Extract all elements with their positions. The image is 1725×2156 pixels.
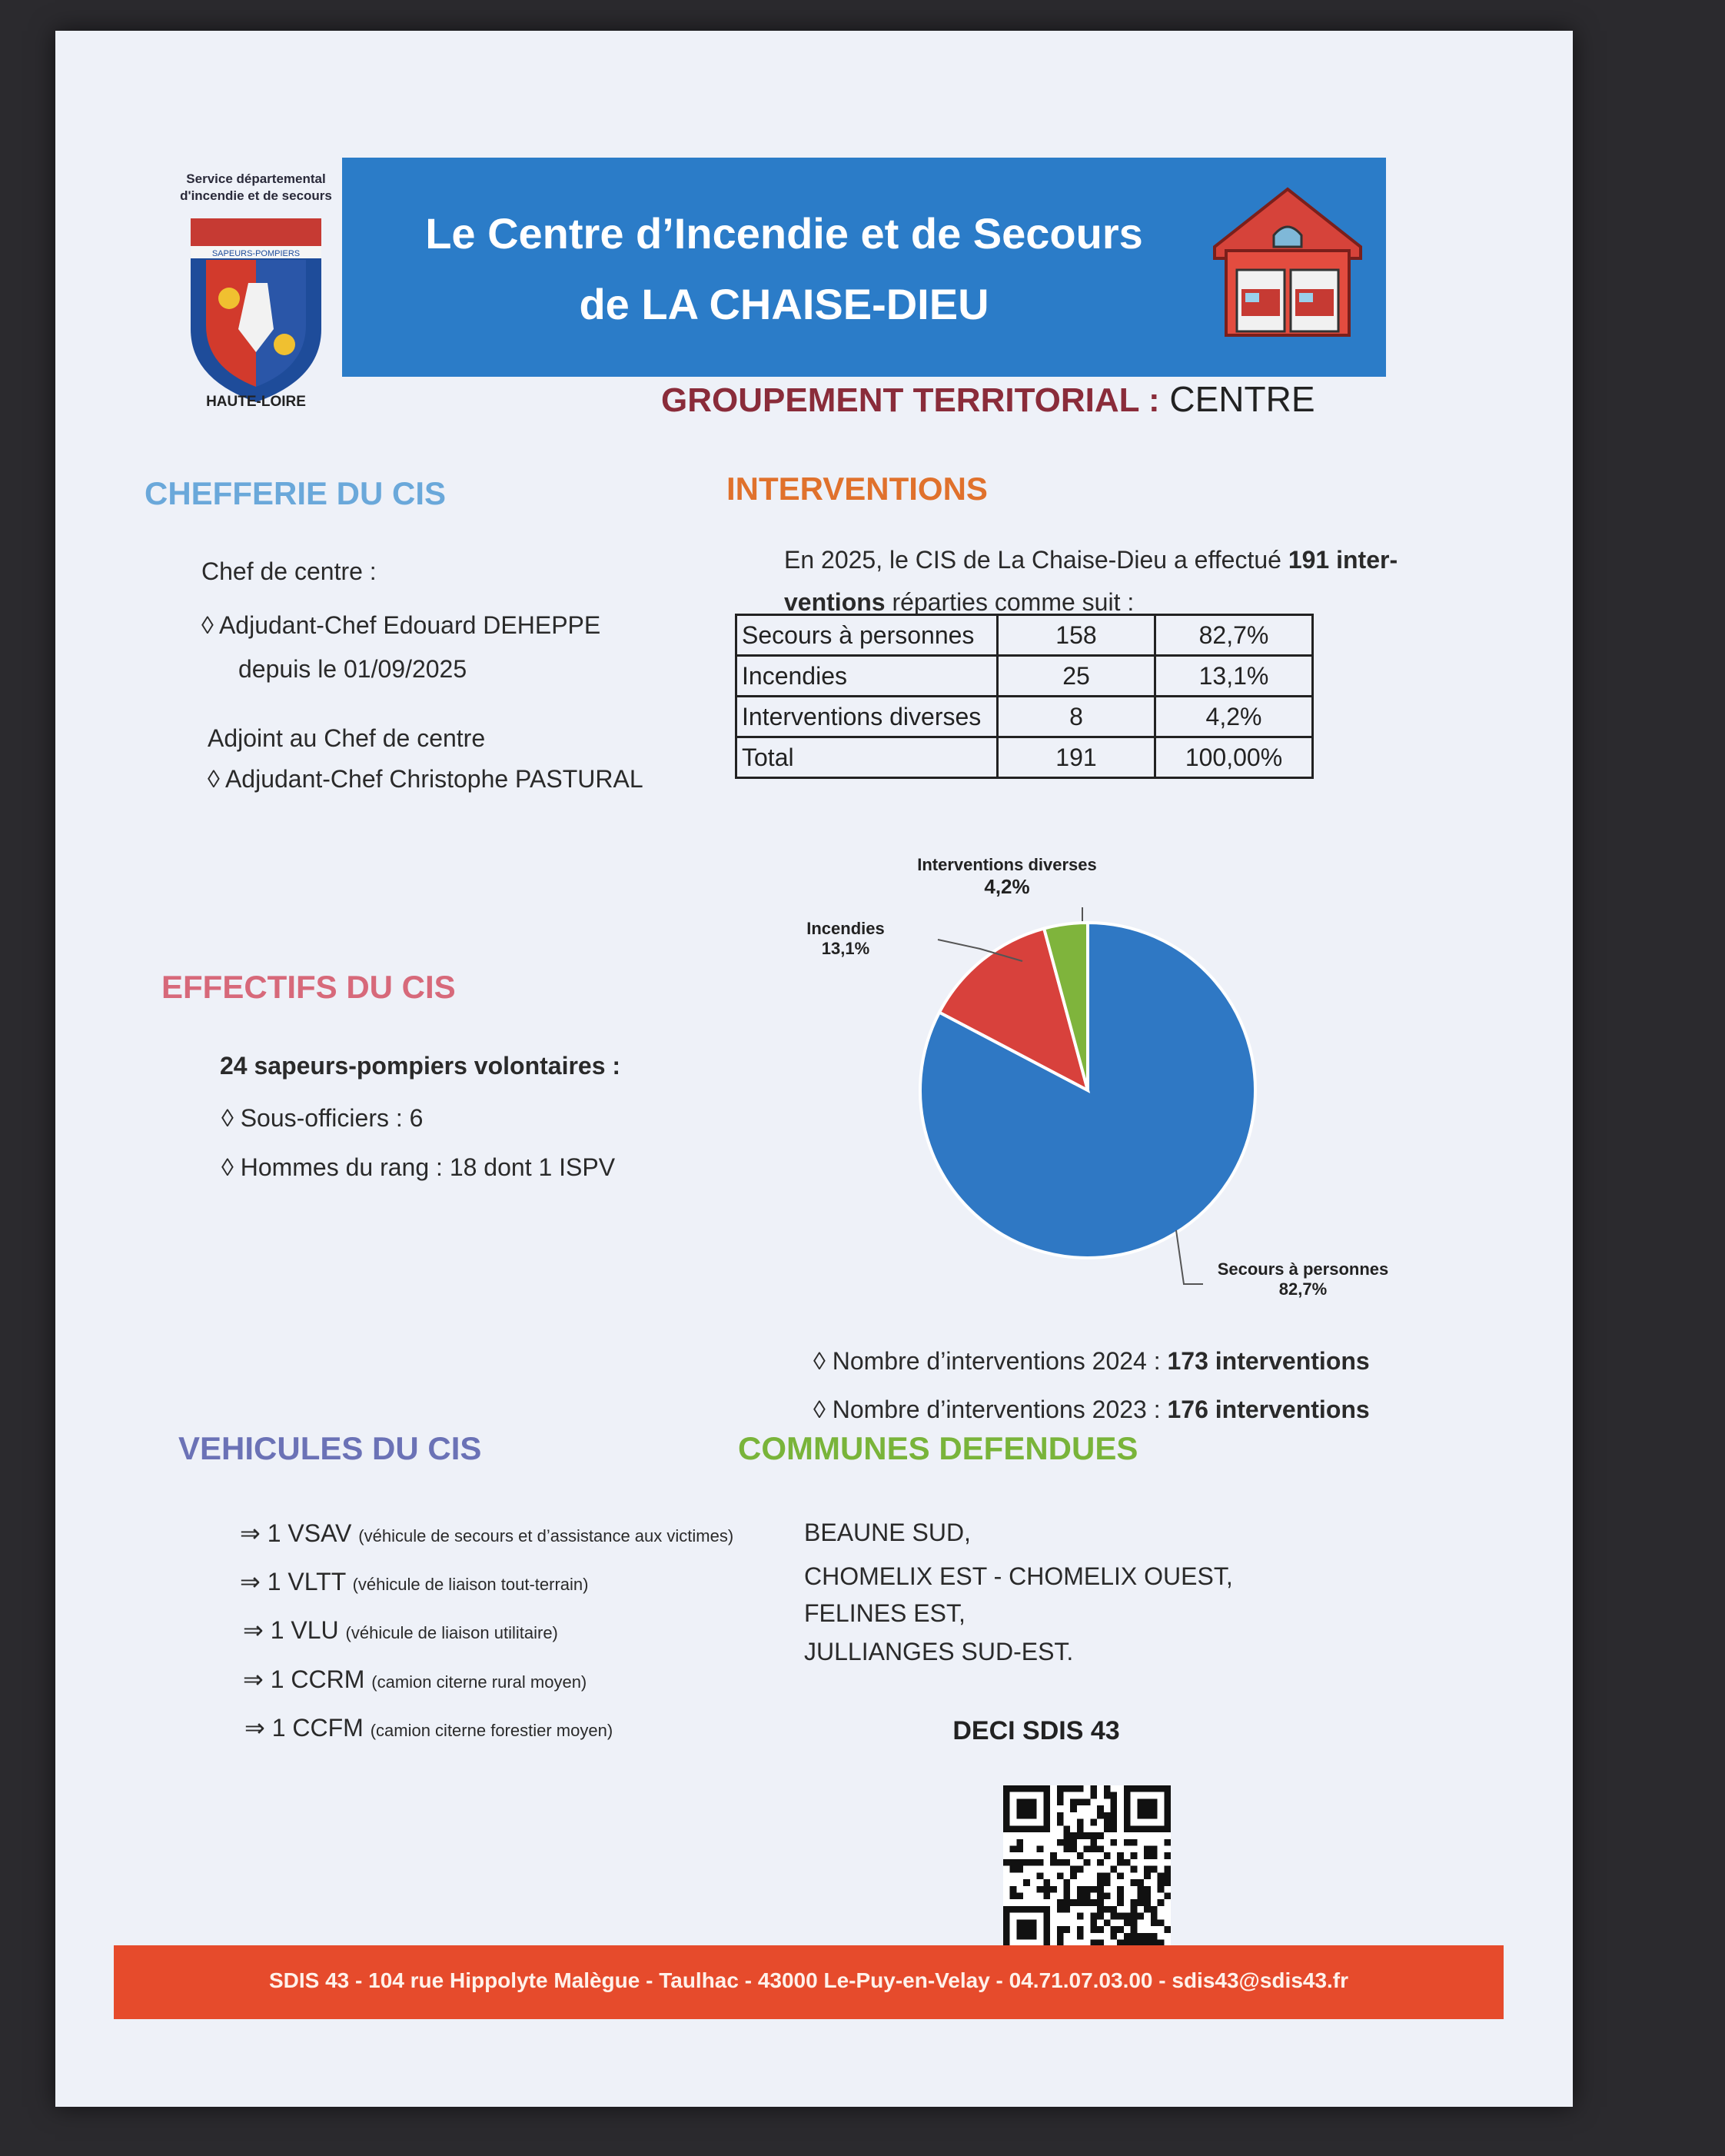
commune-line: CHOMELIX EST - CHOMELIX OUEST, bbox=[804, 1562, 1233, 1590]
chef-since: depuis le 01/09/2025 bbox=[238, 655, 467, 683]
pie-label-incendies-name: Incendies bbox=[806, 919, 885, 938]
vehicule-item bbox=[240, 1519, 733, 1548]
page-title bbox=[361, 198, 1207, 340]
qr-code[interactable] bbox=[1003, 1785, 1171, 1953]
section-title-chefferie: CHEFFERIE DU CIS bbox=[145, 475, 447, 511]
vehicule-desc: (camion citerne rural moyen) bbox=[371, 1672, 587, 1692]
table-cell: 4,2% bbox=[1155, 697, 1313, 737]
intro-count: 191 inter- bbox=[1288, 546, 1398, 574]
groupement-value: CENTRE bbox=[1169, 379, 1315, 419]
vehicule-name: ⇒ 1 CCRM bbox=[243, 1665, 365, 1693]
table-row bbox=[736, 737, 1313, 778]
pie-label-secours bbox=[1207, 1259, 1399, 1299]
history-2024-value: 173 interventions bbox=[1167, 1347, 1370, 1375]
logo-caption-bottom: HAUTE-LOIRE bbox=[206, 394, 306, 410]
pie-label-incendies bbox=[792, 919, 899, 959]
pie-label-secours-name: Secours à personnes bbox=[1217, 1259, 1389, 1279]
pie-label-diverses-value: 4,2% bbox=[984, 875, 1030, 898]
fire-station-icon bbox=[1203, 174, 1372, 343]
commune-line: FELINES EST, bbox=[804, 1599, 966, 1627]
interventions-intro-line1 bbox=[784, 546, 1398, 574]
table-row bbox=[736, 697, 1313, 737]
section-title-vehicules: VEHICULES DU CIS bbox=[178, 1430, 482, 1466]
groupement-territorial bbox=[661, 378, 1399, 420]
section-title-effectifs: EFFECTIFS DU CIS bbox=[161, 969, 456, 1005]
sdis-shield-logo bbox=[175, 214, 337, 406]
section-title-interventions: INTERVENTIONS bbox=[726, 471, 988, 507]
history-2023 bbox=[813, 1396, 1370, 1424]
effectifs-total: 24 sapeurs-pompiers volontaires : bbox=[220, 1052, 621, 1080]
adjoint-name: ◊ Adjudant-Chef Christophe PASTURAL bbox=[208, 765, 643, 793]
intro-text: En 2025, le CIS de La Chaise-Dieu a effectué bbox=[784, 546, 1288, 574]
logo-caption-line2: d'incendie et de secours bbox=[180, 188, 332, 203]
table-cell: 158 bbox=[998, 615, 1155, 656]
vehicule-item bbox=[243, 1665, 587, 1694]
leader-line-secours bbox=[1176, 1230, 1203, 1284]
page-title-line1: Le Centre d’Incendie et de Secours bbox=[425, 209, 1143, 258]
table-cell: 8 bbox=[998, 697, 1155, 737]
table-cell: Interventions diverses bbox=[736, 697, 998, 737]
table-row bbox=[736, 615, 1313, 656]
history-2023-value: 176 interventions bbox=[1167, 1396, 1370, 1423]
vehicule-item bbox=[243, 1615, 558, 1645]
chef-name: ◊ Adjudant-Chef Edouard DEHEPPE bbox=[201, 611, 601, 639]
vehicule-item bbox=[240, 1567, 589, 1596]
chef-label: Chef de centre : bbox=[201, 557, 377, 585]
history-2023-label: ◊ Nombre d’interventions 2023 : bbox=[813, 1396, 1168, 1423]
effectifs-hommes-du-rang: ◊ Hommes du rang : 18 dont 1 ISPV bbox=[221, 1153, 616, 1181]
pie-label-diverses bbox=[892, 855, 1122, 899]
vehicule-desc: (véhicule de secours et d’assistance aux victimes) bbox=[358, 1526, 734, 1545]
table-cell: 191 bbox=[998, 737, 1155, 778]
logo-ribbon-text: SAPEURS-POMPIERS bbox=[211, 249, 301, 258]
intro-count-cont: ventions bbox=[784, 588, 886, 616]
vehicule-name: ⇒ 1 VSAV bbox=[240, 1519, 352, 1547]
table-cell: 100,00% bbox=[1155, 737, 1313, 778]
groupement-label: GROUPEMENT TERRITORIAL : bbox=[661, 381, 1160, 419]
effectifs-sous-officiers: ◊ Sous-officiers : 6 bbox=[221, 1104, 424, 1132]
vehicule-desc: (véhicule de liaison utilitaire) bbox=[345, 1623, 558, 1642]
history-2024-label: ◊ Nombre d’interventions 2024 : bbox=[813, 1347, 1168, 1375]
qr-title: DECI SDIS 43 bbox=[952, 1716, 1120, 1745]
intro-text-cont: réparties comme suit : bbox=[885, 588, 1135, 616]
pie-label-secours-value: 82,7% bbox=[1278, 1279, 1328, 1299]
vehicule-desc: (véhicule de liaison tout-terrain) bbox=[352, 1575, 589, 1594]
commune-line: BEAUNE SUD, bbox=[804, 1519, 971, 1546]
vehicule-item bbox=[244, 1713, 613, 1742]
logo-caption-line1: Service départemental bbox=[186, 171, 326, 186]
commune-line: JULLIANGES SUD-EST. bbox=[804, 1638, 1074, 1665]
vehicule-name: ⇒ 1 VLU bbox=[243, 1616, 339, 1644]
page-title-line2: de LA CHAISE-DIEU bbox=[579, 280, 989, 328]
interventions-intro-line2 bbox=[784, 588, 1134, 617]
table-cell: 13,1% bbox=[1155, 656, 1313, 697]
interventions-table bbox=[735, 614, 1314, 779]
vehicule-name: ⇒ 1 VLTT bbox=[240, 1568, 346, 1595]
logo-caption-top bbox=[168, 171, 344, 205]
pie-label-diverses-name: Interventions diverses bbox=[917, 855, 1097, 874]
footer-address: SDIS 43 - 104 rue Hippolyte Malègue - Taulhac - 43000 Le-Puy-en-Velay - 04.71.07.03.00 - sdis43@sdis43.fr bbox=[268, 1968, 1349, 1992]
table-row bbox=[736, 656, 1313, 697]
vehicule-desc: (camion citerne forestier moyen) bbox=[370, 1721, 613, 1740]
history-2024 bbox=[813, 1347, 1370, 1376]
table-cell: Incendies bbox=[736, 656, 998, 697]
adjoint-label: Adjoint au Chef de centre bbox=[208, 724, 486, 752]
table-cell: 25 bbox=[998, 656, 1155, 697]
table-cell: Secours à personnes bbox=[736, 615, 998, 656]
section-title-communes: COMMUNES DEFENDUES bbox=[738, 1430, 1138, 1466]
vehicule-name: ⇒ 1 CCFM bbox=[244, 1714, 364, 1742]
table-cell: 82,7% bbox=[1155, 615, 1313, 656]
table-cell: Total bbox=[736, 737, 998, 778]
pie-label-incendies-value: 13,1% bbox=[821, 939, 870, 958]
